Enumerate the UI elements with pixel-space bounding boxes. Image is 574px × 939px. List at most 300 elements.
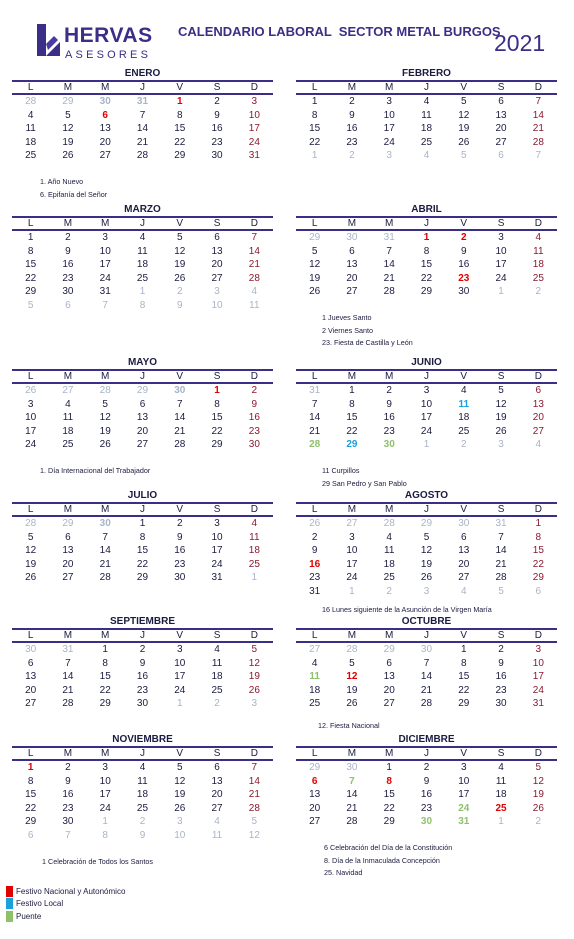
day-cell: 13	[346, 259, 358, 270]
day-cell: 30	[136, 698, 149, 709]
week-row	[296, 531, 557, 545]
legend-item	[6, 898, 125, 911]
weekday-label: L	[27, 82, 34, 93]
day-cell: 12	[174, 245, 186, 257]
day-cell: 18	[532, 259, 544, 270]
day-cell: 27	[211, 802, 223, 814]
day-cell: 16	[495, 671, 507, 682]
day-cell: 20	[62, 558, 74, 570]
day-cell: 13	[211, 245, 223, 257]
day-cell: 26	[174, 272, 186, 284]
week-row	[12, 411, 273, 425]
day-cell: 2	[349, 150, 355, 161]
day-cell: 1	[214, 385, 220, 396]
weekday-header	[296, 630, 557, 641]
day-cell: 26	[346, 698, 358, 709]
weekday-label: S	[213, 218, 221, 229]
week-row	[296, 544, 557, 558]
day-cell: 15	[383, 789, 395, 800]
day-cell: 15	[309, 123, 321, 134]
day-cell: 5	[65, 109, 71, 121]
day-cell: 17	[99, 259, 111, 270]
weekday-label: L	[27, 371, 34, 382]
week-row	[12, 299, 273, 313]
week-row	[12, 398, 273, 412]
day-cell: 28	[248, 802, 260, 814]
day-cell: 7	[251, 232, 258, 243]
month-name: ENERO	[124, 68, 161, 79]
weekday-label: M	[101, 218, 110, 229]
week-row	[12, 231, 273, 245]
day-cell: 3	[423, 385, 430, 396]
day-cell: 11	[249, 299, 260, 311]
day-cell: 24	[495, 272, 507, 284]
day-cell: 25	[495, 802, 507, 814]
day-cell: 26	[25, 572, 37, 583]
day-cell: 25	[62, 439, 74, 450]
holiday-note	[322, 604, 492, 617]
week-row	[296, 272, 557, 286]
week-row	[12, 531, 273, 545]
day-cell: 29	[383, 644, 395, 655]
day-cell: 22	[383, 802, 395, 814]
holiday-notes-agosto	[322, 604, 492, 617]
day-cell: 11	[211, 657, 223, 669]
day-cell: 1	[498, 816, 504, 827]
weekday-header	[12, 218, 273, 229]
holiday-note	[324, 867, 452, 880]
day-cell: 16	[62, 259, 74, 270]
day-cell: 9	[386, 398, 392, 410]
weekday-label: L	[27, 218, 34, 229]
day-cell: 12	[346, 671, 358, 682]
day-cell: 5	[535, 762, 542, 773]
day-cell: 28	[25, 518, 37, 529]
legend-swatch	[6, 886, 13, 897]
holiday-note	[40, 465, 150, 478]
day-cell: 21	[495, 558, 507, 570]
weekday-label: S	[497, 218, 505, 229]
day-cell: 6	[27, 829, 34, 841]
weekday-label: M	[63, 504, 73, 515]
day-cell: 21	[346, 802, 358, 814]
day-cell: 17	[174, 671, 186, 682]
day-cell: 8	[311, 109, 318, 121]
day-cell: 19	[174, 789, 186, 800]
day-cell: 17	[420, 412, 433, 423]
day-cell: 30	[62, 286, 74, 297]
day-cell: 4	[423, 150, 430, 161]
day-cell: 26	[174, 802, 186, 814]
week-row	[296, 95, 557, 109]
day-cell: 22	[25, 802, 37, 814]
day-cell: 30	[420, 644, 433, 655]
day-cell: 23	[495, 684, 507, 696]
weekday-label: M	[63, 371, 73, 382]
day-cell: 8	[349, 398, 355, 410]
weekday-header	[12, 371, 273, 382]
week-row	[12, 657, 273, 671]
weekday-label: S	[213, 82, 221, 93]
day-cell: 19	[25, 558, 37, 570]
day-cell: 21	[532, 123, 544, 134]
day-cell: 17	[346, 558, 358, 570]
weekday-label: D	[250, 371, 258, 382]
weekday-label: L	[311, 371, 318, 382]
holiday-note-text: Viernes Santo	[328, 325, 374, 335]
day-cell: 28	[248, 272, 260, 284]
month-junio	[296, 357, 557, 452]
day-cell: 25	[309, 698, 321, 709]
day-cell: 24	[458, 802, 470, 814]
day-cell: 7	[102, 531, 108, 543]
day-cell: 18	[136, 789, 149, 800]
day-cell: 13	[495, 109, 507, 121]
week-row	[296, 425, 557, 439]
day-cell: 15	[174, 123, 186, 134]
day-cell: 15	[458, 671, 470, 682]
day-cell: 1	[498, 286, 504, 297]
day-cell: 12	[458, 109, 470, 121]
day-cell: 9	[423, 775, 430, 787]
weekday-label: V	[460, 218, 468, 229]
day-cell: 8	[102, 657, 108, 669]
day-cell: 10	[99, 245, 111, 257]
day-cell: 2	[460, 232, 467, 243]
day-cell: 24	[211, 558, 223, 570]
day-cell: 8	[102, 829, 108, 841]
day-cell: 17	[532, 671, 544, 682]
week-row	[12, 285, 273, 299]
day-cell: 27	[458, 572, 470, 583]
day-cell: 30	[248, 439, 260, 450]
weekday-label: L	[311, 748, 318, 759]
day-cell: 30	[495, 698, 507, 709]
day-cell: 30	[458, 518, 470, 529]
day-cell: 10	[99, 775, 111, 787]
day-cell: 20	[346, 272, 358, 284]
year-label: 2021	[494, 30, 546, 56]
day-cell: 4	[214, 644, 220, 655]
week-row	[12, 815, 273, 829]
day-cell: 17	[383, 123, 395, 134]
day-cell: 6	[139, 398, 146, 410]
weekday-header	[296, 504, 557, 515]
day-cell: 23	[136, 684, 149, 696]
day-cell: 29	[383, 816, 395, 827]
month-febrero	[296, 68, 557, 163]
day-cell: 12	[532, 775, 544, 787]
day-cell: 25	[383, 572, 395, 583]
weekday-label: M	[63, 630, 73, 641]
week-row	[12, 425, 273, 439]
day-cell: 22	[532, 558, 544, 570]
day-cell: 5	[311, 245, 318, 257]
week-row	[12, 517, 273, 531]
day-cell: 26	[309, 286, 321, 297]
legend-item	[6, 910, 125, 923]
day-cell: 3	[386, 96, 392, 107]
weekday-header	[296, 748, 557, 759]
weekday-label: D	[534, 371, 542, 382]
day-cell: 9	[311, 545, 318, 556]
weekday-label: M	[347, 748, 357, 759]
day-cell: 9	[139, 657, 146, 669]
day-cell: 27	[136, 439, 149, 450]
day-cell: 1	[102, 816, 108, 827]
weekday-label: L	[27, 504, 34, 515]
weekday-label: D	[534, 748, 542, 759]
day-cell: 29	[420, 286, 433, 297]
day-cell: 27	[25, 698, 37, 709]
day-cell: 25	[25, 150, 37, 161]
weekday-label: M	[101, 630, 110, 641]
day-cell: 4	[214, 816, 220, 827]
day-cell: 6	[535, 385, 542, 396]
weekday-label: J	[423, 630, 429, 641]
day-cell: 22	[99, 684, 111, 696]
day-cell: 5	[27, 531, 34, 543]
week-row	[296, 761, 557, 775]
holiday-note-day: 16	[322, 605, 332, 614]
day-cell: 8	[27, 775, 34, 787]
month-name: FEBRERO	[402, 68, 451, 79]
month-name: MARZO	[124, 204, 161, 215]
weekday-label: M	[385, 82, 394, 93]
day-cell: 23	[420, 802, 433, 814]
day-cell: 16	[136, 671, 149, 682]
week-row	[12, 95, 273, 109]
weekday-label: M	[385, 630, 394, 641]
day-cell: 26	[248, 684, 260, 696]
month-mayo	[12, 357, 273, 452]
week-row	[296, 398, 557, 412]
holiday-note	[322, 312, 413, 325]
weekday-header	[296, 218, 557, 229]
day-cell: 16	[383, 412, 395, 423]
day-cell: 6	[214, 232, 220, 243]
day-cell: 16	[248, 412, 260, 423]
day-cell: 24	[248, 136, 260, 148]
week-row	[296, 684, 557, 698]
day-cell: 10	[211, 299, 223, 311]
weekday-label: J	[423, 218, 429, 229]
weekday-label: J	[423, 504, 429, 515]
holiday-note-text: Celebración del Día de la Constitución	[330, 843, 453, 852]
day-cell: 11	[137, 775, 148, 787]
day-cell: 4	[498, 762, 504, 773]
day-cell: 2	[386, 585, 392, 597]
day-cell: 29	[136, 385, 149, 396]
day-cell: 28	[99, 572, 111, 583]
day-cell: 21	[136, 136, 149, 148]
day-cell: 7	[423, 657, 430, 669]
day-cell: 17	[99, 789, 111, 800]
holiday-note-text: Fiesta de Castilla y León	[334, 338, 413, 347]
month-abril	[296, 204, 557, 299]
day-cell: 18	[25, 136, 37, 148]
day-cell: 28	[99, 385, 111, 396]
holiday-note-day: 11	[322, 466, 332, 475]
day-cell: 31	[309, 385, 321, 396]
day-cell: 31	[62, 644, 74, 655]
day-cell: 25	[532, 272, 544, 284]
day-cell: 1	[176, 96, 183, 107]
week-row	[296, 438, 557, 452]
day-cell: 3	[498, 439, 504, 450]
day-cell: 12	[309, 259, 321, 270]
holiday-note-day: 1	[42, 857, 48, 866]
weekday-label: D	[250, 748, 258, 759]
holiday-note	[40, 189, 107, 202]
weekday-label: D	[250, 630, 258, 641]
holiday-note	[324, 855, 452, 868]
day-cell: 11	[421, 109, 432, 121]
day-cell: 27	[99, 150, 111, 161]
day-cell: 29	[420, 518, 433, 529]
weekday-label: J	[139, 748, 145, 759]
day-cell: 28	[420, 698, 433, 709]
day-cell: 21	[248, 259, 260, 270]
weekday-label: M	[385, 218, 394, 229]
month-name: JULIO	[127, 490, 158, 501]
day-cell: 2	[423, 762, 430, 773]
day-cell: 21	[420, 684, 433, 696]
day-cell: 1	[535, 518, 542, 529]
day-cell: 25	[136, 272, 149, 284]
holiday-note-day: 6.	[40, 189, 48, 199]
week-row	[296, 285, 557, 299]
day-cell: 6	[214, 762, 220, 773]
day-cell: 17	[25, 425, 37, 437]
day-cell: 19	[99, 425, 111, 437]
day-cell: 16	[62, 789, 74, 800]
day-cell: 7	[65, 657, 71, 669]
day-cell: 20	[383, 684, 395, 696]
day-cell: 2	[176, 286, 183, 297]
holiday-notes-enero	[40, 176, 107, 201]
holiday-notes-junio	[322, 465, 407, 490]
week-row	[12, 136, 273, 150]
day-cell: 2	[214, 96, 220, 107]
day-cell: 22	[174, 136, 186, 148]
weekday-label: M	[385, 371, 394, 382]
day-cell: 5	[498, 385, 504, 396]
day-cell: 3	[176, 644, 183, 655]
day-cell: 14	[248, 775, 260, 787]
weekday-label: S	[497, 748, 505, 759]
month-name: ABRIL	[411, 204, 442, 215]
weekday-label: M	[101, 748, 110, 759]
day-cell: 27	[346, 518, 358, 529]
day-cell: 1	[139, 518, 146, 529]
day-cell: 3	[423, 585, 430, 597]
day-cell: 9	[139, 829, 146, 841]
week-row	[296, 149, 557, 163]
weekday-label: J	[139, 504, 145, 515]
day-cell: 8	[139, 299, 146, 311]
day-cell: 13	[136, 412, 149, 423]
day-cell: 10	[25, 412, 37, 423]
weekday-label: J	[423, 748, 429, 759]
day-cell: 5	[251, 644, 258, 655]
day-cell: 24	[346, 572, 358, 583]
day-cell: 13	[532, 398, 544, 410]
day-cell: 15	[346, 412, 358, 423]
day-cell: 2	[139, 816, 146, 827]
day-cell: 6	[460, 531, 467, 543]
weekday-label: V	[176, 82, 184, 93]
day-cell: 18	[458, 412, 470, 423]
day-cell: 4	[65, 398, 71, 410]
week-row	[12, 109, 273, 123]
day-cell: 10	[174, 829, 186, 841]
week-row	[12, 697, 273, 711]
weekday-label: D	[250, 82, 258, 93]
month-name: MAYO	[127, 357, 158, 368]
day-cell: 27	[62, 385, 74, 396]
day-cell: 1	[460, 644, 467, 655]
day-cell: 18	[136, 259, 149, 270]
day-cell: 3	[214, 518, 220, 529]
week-row	[296, 643, 557, 657]
day-cell: 20	[458, 558, 470, 570]
day-cell: 14	[532, 109, 544, 121]
day-cell: 18	[383, 558, 395, 570]
day-cell: 3	[349, 531, 355, 543]
day-cell: 7	[102, 299, 108, 311]
week-row	[296, 697, 557, 711]
holiday-note-text: Lunes siguiente de la Asunción de la Virgen María	[332, 605, 492, 614]
day-cell: 4	[535, 232, 542, 243]
day-cell: 10	[383, 109, 395, 121]
day-cell: 25	[136, 802, 149, 814]
day-cell: 10	[211, 531, 223, 543]
day-cell: 29	[309, 232, 321, 243]
day-cell: 7	[139, 109, 146, 121]
day-cell: 17	[211, 545, 223, 556]
day-cell: 31	[211, 572, 223, 583]
day-cell: 29	[25, 816, 37, 827]
day-cell: 30	[383, 439, 395, 450]
day-cell: 16	[174, 545, 186, 556]
day-cell: 15	[25, 789, 37, 800]
day-cell: 6	[65, 531, 71, 543]
week-row	[296, 558, 557, 572]
day-cell: 2	[65, 232, 71, 243]
weekday-header	[12, 748, 273, 759]
day-cell: 18	[248, 545, 260, 556]
holiday-note-text: Día de la Inmaculada Concepción	[332, 855, 440, 865]
day-cell: 5	[423, 531, 430, 543]
week-row	[12, 258, 273, 272]
day-cell: 31	[495, 518, 507, 529]
day-cell: 3	[251, 96, 258, 107]
week-row	[296, 122, 557, 136]
day-cell: 9	[498, 657, 504, 669]
holiday-note-day: 2	[322, 325, 328, 335]
day-cell: 3	[176, 816, 183, 827]
month-name: NOVIEMBRE	[112, 734, 173, 745]
day-cell: 4	[251, 518, 258, 529]
week-row	[296, 245, 557, 259]
weekday-label: V	[460, 82, 468, 93]
day-cell: 2	[251, 385, 258, 396]
day-cell: 30	[211, 150, 223, 161]
day-cell: 28	[532, 136, 544, 148]
day-cell: 30	[174, 385, 186, 396]
day-cell: 31	[309, 585, 321, 597]
